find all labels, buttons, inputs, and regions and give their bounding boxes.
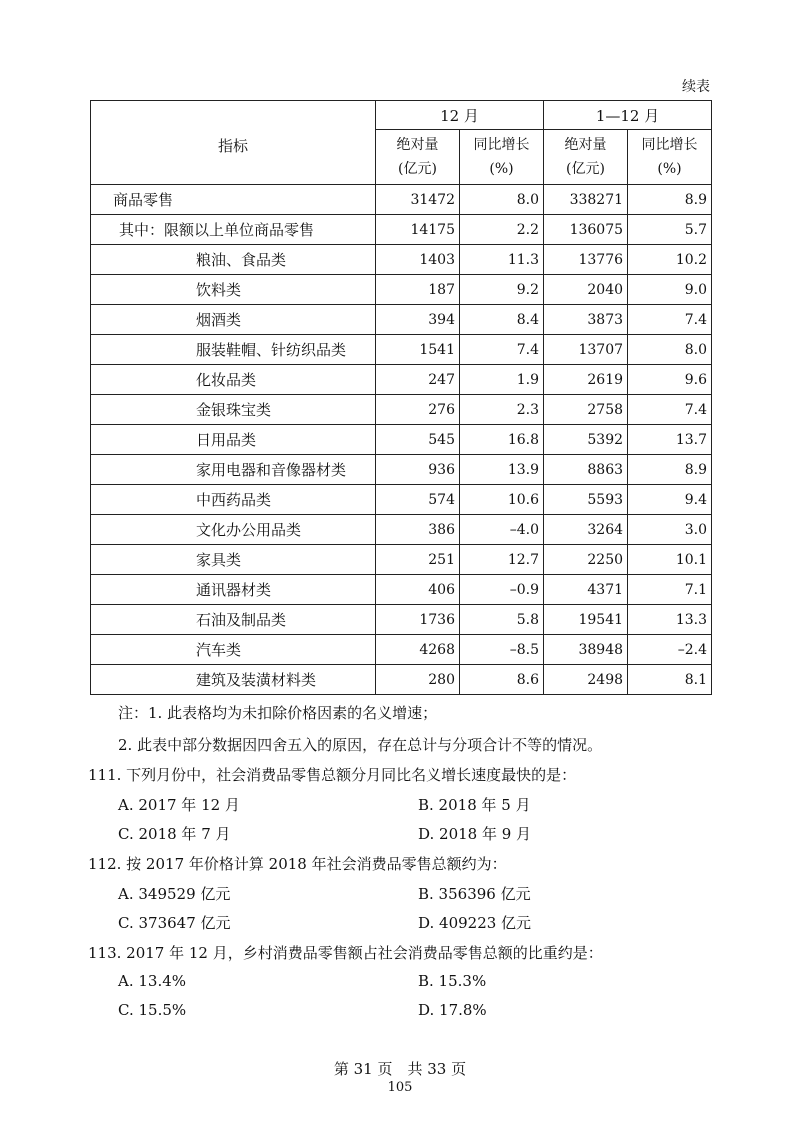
table-row bbox=[91, 425, 712, 455]
table-cell: 8.6 bbox=[460, 665, 544, 695]
row-label: 家用电器和音像器材类 bbox=[91, 455, 376, 485]
table-cell: 3264 bbox=[544, 515, 628, 545]
table-cell: 2.2 bbox=[460, 215, 544, 245]
table-cell: 38948 bbox=[544, 635, 628, 665]
table-cell: –8.5 bbox=[460, 635, 544, 665]
table-cell: 251 bbox=[376, 545, 460, 575]
table-cell: 13707 bbox=[544, 335, 628, 365]
table-cell: 14175 bbox=[376, 215, 460, 245]
table-cell: –0.9 bbox=[460, 575, 544, 605]
table-cell: 406 bbox=[376, 575, 460, 605]
table-cell: 3.0 bbox=[628, 515, 712, 545]
table-cell: 280 bbox=[376, 665, 460, 695]
table-cell: 545 bbox=[376, 425, 460, 455]
option: C. 2018 年 7 月 bbox=[118, 825, 231, 843]
sub-header: 绝对量 (亿元) bbox=[544, 130, 628, 185]
note-1: 注：1. 此表格均为未扣除价格因素的名义增速； bbox=[118, 704, 438, 722]
table-cell: 13.3 bbox=[628, 605, 712, 635]
table-cell: 4268 bbox=[376, 635, 460, 665]
table-cell: 7.4 bbox=[460, 335, 544, 365]
table-cell: 7.1 bbox=[628, 575, 712, 605]
row-label: 粮油、食品类 bbox=[91, 245, 376, 275]
table-cell: 2.3 bbox=[460, 395, 544, 425]
table-row bbox=[91, 215, 712, 245]
table-cell: 187 bbox=[376, 275, 460, 305]
option: A. 349529 亿元 bbox=[118, 885, 231, 903]
table-cell: 1541 bbox=[376, 335, 460, 365]
option: C. 15.5% bbox=[118, 1001, 187, 1019]
table-cell: 10.6 bbox=[460, 485, 544, 515]
table-cell: 12.7 bbox=[460, 545, 544, 575]
sub-header: 同比增长 (%) bbox=[628, 130, 712, 185]
row-label: 石油及制品类 bbox=[91, 605, 376, 635]
retail-sales-table bbox=[90, 100, 712, 695]
table-cell: 8.9 bbox=[628, 455, 712, 485]
row-label: 化妆品类 bbox=[91, 365, 376, 395]
table-cell: 13.9 bbox=[460, 455, 544, 485]
table-cell: 394 bbox=[376, 305, 460, 335]
table-cell: –2.4 bbox=[628, 635, 712, 665]
table-cell: 5.8 bbox=[460, 605, 544, 635]
group-header-jan-dec: 1—12 月 bbox=[544, 101, 712, 130]
table-row bbox=[91, 185, 712, 215]
table-cell: 8.1 bbox=[628, 665, 712, 695]
table-cell: 2040 bbox=[544, 275, 628, 305]
row-label: 其中：限额以上单位商品零售 bbox=[91, 215, 376, 245]
table-cell: 8.9 bbox=[628, 185, 712, 215]
table-cell: 247 bbox=[376, 365, 460, 395]
table-cell: 574 bbox=[376, 485, 460, 515]
table-cell: 10.2 bbox=[628, 245, 712, 275]
table-cell: 8.0 bbox=[460, 185, 544, 215]
row-label: 饮料类 bbox=[91, 275, 376, 305]
table-cell: 5.7 bbox=[628, 215, 712, 245]
row-label: 商品零售 bbox=[91, 185, 376, 215]
table-row bbox=[91, 485, 712, 515]
table-cell: 13776 bbox=[544, 245, 628, 275]
table-cell: 16.8 bbox=[460, 425, 544, 455]
table-cell: 2619 bbox=[544, 365, 628, 395]
table-cell: 338271 bbox=[544, 185, 628, 215]
table-cell: 276 bbox=[376, 395, 460, 425]
table-row bbox=[91, 335, 712, 365]
table-cell: 1403 bbox=[376, 245, 460, 275]
table-row bbox=[91, 245, 712, 275]
table-cell: 2250 bbox=[544, 545, 628, 575]
option: B. 15.3% bbox=[418, 972, 487, 990]
option: B. 356396 亿元 bbox=[418, 885, 531, 903]
table-cell: 8863 bbox=[544, 455, 628, 485]
option: D. 409223 亿元 bbox=[418, 914, 532, 932]
table-cell: 2758 bbox=[544, 395, 628, 425]
option: A. 2017 年 12 月 bbox=[118, 796, 240, 814]
row-label: 日用品类 bbox=[91, 425, 376, 455]
option: D. 17.8% bbox=[418, 1001, 487, 1019]
table-row bbox=[91, 305, 712, 335]
row-label: 中西药品类 bbox=[91, 485, 376, 515]
table-cell: 1.9 bbox=[460, 365, 544, 395]
table-cell: 5593 bbox=[544, 485, 628, 515]
page-number: 105 bbox=[387, 1080, 413, 1095]
table-row bbox=[91, 275, 712, 305]
table-row bbox=[91, 635, 712, 665]
row-label: 家具类 bbox=[91, 545, 376, 575]
table-cell: 13.7 bbox=[628, 425, 712, 455]
table-cell: 8.4 bbox=[460, 305, 544, 335]
table-cell: 4371 bbox=[544, 575, 628, 605]
sub-header: 绝对量 (亿元) bbox=[376, 130, 460, 185]
continued-label: 续表 bbox=[682, 79, 710, 95]
indicator-header: 指标 bbox=[91, 101, 376, 185]
option: C. 373647 亿元 bbox=[118, 914, 231, 932]
table-cell: 7.4 bbox=[628, 305, 712, 335]
table-cell: 8.0 bbox=[628, 335, 712, 365]
table-row bbox=[91, 605, 712, 635]
table-cell: 2498 bbox=[544, 665, 628, 695]
group-header-dec: 12 月 bbox=[376, 101, 544, 130]
sub-header: 同比增长 (%) bbox=[460, 130, 544, 185]
table-cell: –4.0 bbox=[460, 515, 544, 545]
table-cell: 136075 bbox=[544, 215, 628, 245]
question-113: 113. 2017 年 12 月，乡村消费品零售额占社会消费品零售总额的比重约是： bbox=[88, 944, 603, 962]
table-row bbox=[91, 395, 712, 425]
table-cell: 19541 bbox=[544, 605, 628, 635]
row-label: 通讯器材类 bbox=[91, 575, 376, 605]
table-row bbox=[91, 515, 712, 545]
table-cell: 386 bbox=[376, 515, 460, 545]
table-row bbox=[91, 545, 712, 575]
table-cell: 3873 bbox=[544, 305, 628, 335]
page-footer: 第 31 页 共 33 页 bbox=[333, 1060, 467, 1078]
table-cell: 9.2 bbox=[460, 275, 544, 305]
table-row bbox=[91, 575, 712, 605]
row-label: 金银珠宝类 bbox=[91, 395, 376, 425]
table-cell: 31472 bbox=[376, 185, 460, 215]
note-2: 2. 此表中部分数据因四舍五入的原因，存在总计与分项合计不等的情况。 bbox=[118, 736, 603, 754]
option: B. 2018 年 5 月 bbox=[418, 796, 531, 814]
table-cell: 10.1 bbox=[628, 545, 712, 575]
table-cell: 9.4 bbox=[628, 485, 712, 515]
row-label: 文化办公用品类 bbox=[91, 515, 376, 545]
table-cell: 1736 bbox=[376, 605, 460, 635]
question-111: 111. 下列月份中，社会消费品零售总额分月同比名义增长速度最快的是： bbox=[88, 766, 577, 784]
question-112: 112. 按 2017 年价格计算 2018 年社会消费品零售总额约为： bbox=[88, 855, 507, 873]
table-row bbox=[91, 455, 712, 485]
row-label: 烟酒类 bbox=[91, 305, 376, 335]
table-cell: 5392 bbox=[544, 425, 628, 455]
row-label: 建筑及装潢材料类 bbox=[91, 665, 376, 695]
option: A. 13.4% bbox=[118, 972, 187, 990]
table-cell: 7.4 bbox=[628, 395, 712, 425]
row-label: 服装鞋帽、针纺织品类 bbox=[91, 335, 376, 365]
table-cell: 9.0 bbox=[628, 275, 712, 305]
table-cell: 9.6 bbox=[628, 365, 712, 395]
table-cell: 11.3 bbox=[460, 245, 544, 275]
table-row bbox=[91, 665, 712, 695]
table-cell: 936 bbox=[376, 455, 460, 485]
table-row bbox=[91, 365, 712, 395]
row-label: 汽车类 bbox=[91, 635, 376, 665]
option: D. 2018 年 9 月 bbox=[418, 825, 532, 843]
